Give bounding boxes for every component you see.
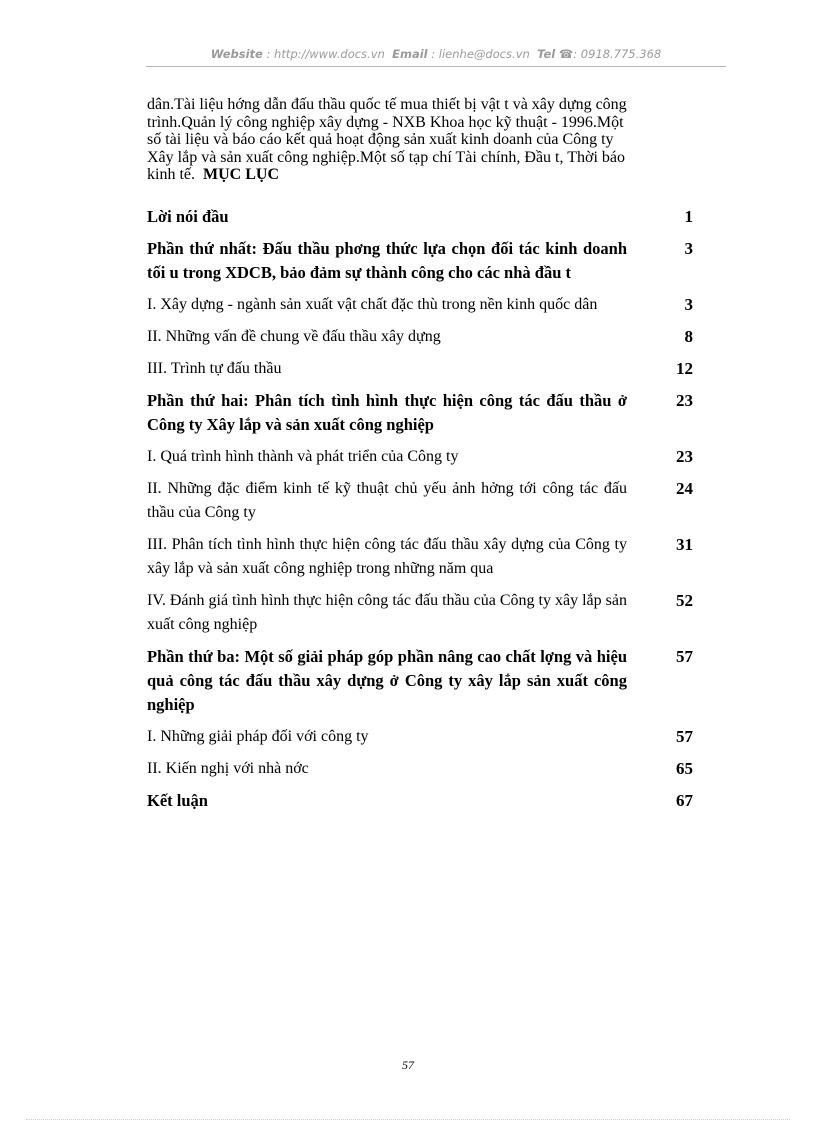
email-address: : lienhe@docs.vn bbox=[431, 47, 530, 61]
toc-entry-title: I. Quá trình hình thành và phát triển của Công ty bbox=[147, 448, 459, 465]
toc-entry bbox=[147, 477, 693, 525]
toc-entry-page: 12 bbox=[676, 359, 693, 378]
toc-entry-title: IV. Đánh giá tình hình thực hiện công tác đấu thầu của Công ty xây lắp sản xuất công nghiệp bbox=[147, 592, 627, 633]
toc-entry bbox=[147, 725, 693, 749]
toc-heading: MỤC LỤC bbox=[203, 166, 279, 183]
email-label: Email bbox=[392, 47, 428, 61]
toc-entry bbox=[147, 357, 693, 381]
intro-text: dân.Tài liệu hớng dẫn đấu thầu quốc tế mua thiết bị vật t và xây dựng công trình.Quản lý công nghiệp xây dựng - NXB Khoa học kỹ thuật - 1996.Một số tài liệu và báo cáo kết quả hoạt động sản xuất kinh doanh của Công ty Xây lắp và sản xuất công nghiệp.Một số tạp chí Tài chính, Đầu t, Thời báo kinh tế. bbox=[147, 96, 627, 183]
page-header bbox=[146, 47, 726, 61]
toc-entry-page: 1 bbox=[684, 207, 693, 226]
toc-entry-page: 23 bbox=[676, 391, 693, 410]
toc-entry bbox=[147, 389, 693, 437]
toc-entry-title: Phần thứ hai: Phân tích tình hình thực hiện công tác đấu thầu ở Công ty Xây lắp và sản xuất công nghiệp bbox=[147, 391, 627, 434]
toc-entry bbox=[147, 205, 693, 229]
toc-entry-title: II. Những vấn đề chung về đấu thầu xây dựng bbox=[147, 328, 441, 345]
toc-entry-page: 24 bbox=[676, 479, 693, 498]
table-of-contents bbox=[147, 205, 693, 821]
toc-entry-title: III. Phân tích tình hình thực hiện công tác đấu thầu xây dựng của Công ty xây lắp và sản xuất công nghiệp trong những năm qua bbox=[147, 536, 627, 577]
toc-entry-page: 57 bbox=[676, 727, 693, 746]
toc-entry bbox=[147, 645, 693, 717]
toc-entry-title: I. Xây dựng - ngành sản xuất vật chất đặc thù trong nền kinh quốc dân bbox=[147, 296, 598, 313]
toc-entry bbox=[147, 445, 693, 469]
toc-entry-title: Phần thứ nhất: Đấu thầu phơng thức lựa chọn đối tác kinh doanh tối u trong XDCB, bảo đảm sự thành công cho các nhà đầu t bbox=[147, 239, 627, 282]
toc-entry-page: 31 bbox=[676, 535, 693, 554]
tel-label: Tel bbox=[537, 47, 556, 61]
toc-entry bbox=[147, 293, 693, 317]
page-number: 57 bbox=[402, 1058, 414, 1072]
toc-entry-title: I. Những giải pháp đối với công ty bbox=[147, 728, 369, 745]
toc-entry-page: 57 bbox=[676, 647, 693, 666]
toc-entry-title: Lời nói đầu bbox=[147, 207, 229, 226]
header-divider bbox=[146, 66, 726, 67]
tel-number: : 0918.775.368 bbox=[573, 47, 662, 61]
toc-entry bbox=[147, 325, 693, 349]
toc-entry bbox=[147, 757, 693, 781]
toc-entry bbox=[147, 533, 693, 581]
website-label: Website bbox=[210, 47, 263, 61]
toc-entry-page: 8 bbox=[684, 327, 693, 346]
toc-entry-page: 65 bbox=[676, 759, 693, 778]
toc-entry bbox=[147, 237, 693, 285]
toc-entry-page: 67 bbox=[676, 791, 693, 810]
intro-paragraph bbox=[147, 96, 627, 198]
website-url: : http://www.docs.vn bbox=[266, 47, 385, 61]
toc-entry-title: III. Trình tự đấu thầu bbox=[147, 360, 282, 377]
toc-entry-title: II. Kiến nghị với nhà nớc bbox=[147, 760, 309, 777]
toc-entry-page: 23 bbox=[676, 447, 693, 466]
toc-entry-page: 3 bbox=[684, 239, 693, 258]
toc-entry-title: Kết luận bbox=[147, 791, 208, 810]
toc-entry-page: 52 bbox=[676, 591, 693, 610]
bottom-divider bbox=[26, 1119, 790, 1120]
toc-entry bbox=[147, 589, 693, 637]
toc-entry-title: II. Những đặc điểm kinh tế kỹ thuật chủ yếu ảnh hởng tới công tác đấu thầu của Công ty bbox=[147, 480, 627, 521]
phone-icon: ☎ bbox=[558, 47, 574, 61]
toc-entry-page: 3 bbox=[684, 295, 693, 314]
toc-entry bbox=[147, 789, 693, 813]
toc-entry-title: Phần thứ ba: Một số giải pháp góp phần nâng cao chất lợng và hiệu quả công tác đấu thầu xây dựng ở Công ty xây lắp sản xuất công nghiệp bbox=[147, 647, 627, 714]
